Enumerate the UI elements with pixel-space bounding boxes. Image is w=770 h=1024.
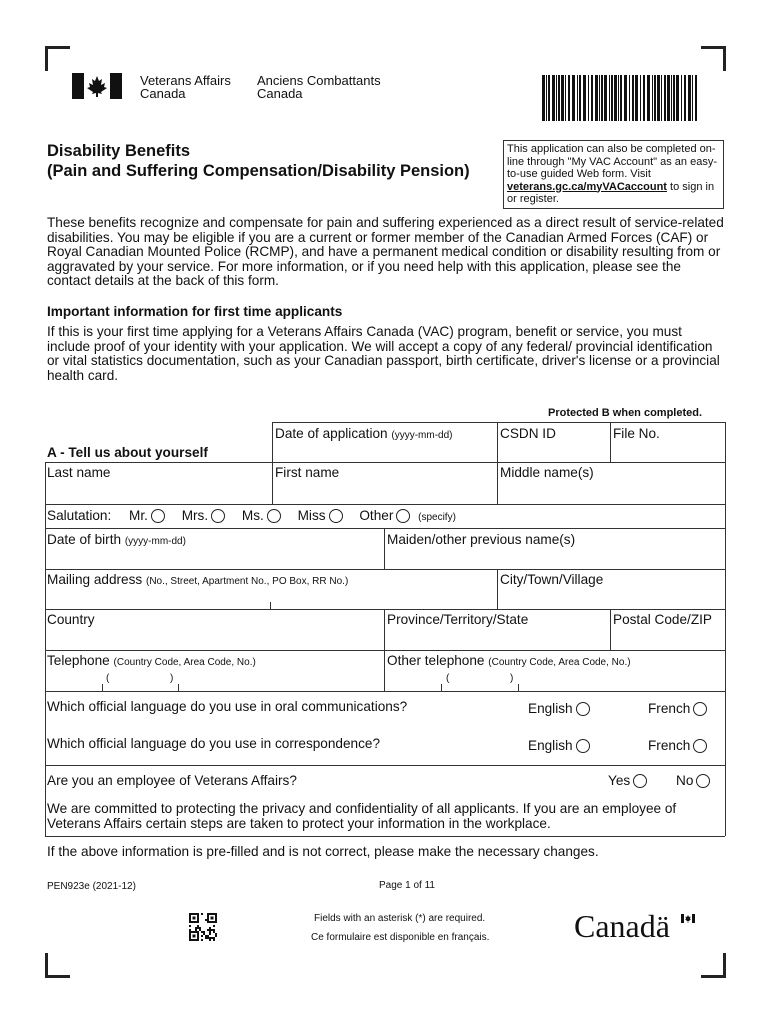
city-field[interactable]: City/Town/Village <box>500 572 604 587</box>
vac-account-link[interactable]: veterans.gc.ca/myVACaccount <box>507 180 667 193</box>
prefilled-note: If the above information is pre-filled and is not correct, please make the necessary changes. <box>47 844 599 859</box>
mrs-radio[interactable] <box>211 509 225 523</box>
important-heading: Important information for first time applicants <box>47 304 343 319</box>
canada-wordmark: Canadä <box>574 908 670 944</box>
other-tel-area-open-paren: ( <box>446 673 450 684</box>
tel-area-open-paren: ( <box>106 673 110 684</box>
oral-english-option[interactable]: English <box>528 701 590 717</box>
mailing-address-field[interactable]: Mailing address (No., Street, Apartment No., PO Box, RR No.) <box>47 572 349 587</box>
country-field[interactable]: Country <box>47 612 95 627</box>
page-number: Page 1 of 11 <box>379 880 435 891</box>
form-title: Disability Benefits (Pain and Suffering Compensation/Disability Pension) <box>47 142 470 180</box>
csdn-id-field[interactable]: CSDN ID <box>500 426 556 441</box>
corr-french-option[interactable]: French <box>648 738 707 754</box>
salutation-row: Salutation: Mr. Mrs. Ms. Miss Other (specify) <box>47 508 456 523</box>
employee-yes-radio[interactable] <box>633 774 647 788</box>
dept-name-en: Veterans Affairs Canada <box>140 73 231 101</box>
other-telephone-field[interactable]: Other telephone (Country Code, Area Code, No.) <box>387 653 631 668</box>
protected-b-label: Protected B when completed. <box>548 407 703 419</box>
important-paragraph: If this is your first time applying for a Veterans Affairs Canada (VAC) program, benefit or service, you must include proof of your identity with your application. We will accept a copy of any federal/ provincial identification or vital statistics documentation, such as your Canadian passport, birth certificate, driver's license or a provincial health card. <box>47 324 720 383</box>
dept-name-fr: Anciens Combattants Canada <box>257 73 381 101</box>
other-tel-area-close-paren: ) <box>510 673 514 684</box>
date-of-birth-field[interactable]: Date of birth (yyyy-mm-dd) <box>47 532 186 547</box>
required-note: Fields with an asterisk (*) are required. <box>314 913 486 924</box>
canada-flag-icon <box>72 73 122 99</box>
other-radio[interactable] <box>396 509 410 523</box>
employee-no-radio[interactable] <box>696 774 710 788</box>
crop-mark-top-right <box>701 46 726 71</box>
wordmark-flag-icon <box>681 914 695 923</box>
correspondence-language-question: Which official language do you use in correspondence? <box>47 736 381 751</box>
employee-question: Are you an employee of Veterans Affairs? <box>47 773 297 788</box>
corr-french-radio[interactable] <box>693 739 707 753</box>
ms-radio[interactable] <box>267 509 281 523</box>
oral-language-question: Which official language do you use in oral communications? <box>47 699 408 714</box>
last-name-field[interactable]: Last name <box>47 465 111 480</box>
tel-area-close-paren: ) <box>170 673 174 684</box>
oral-french-radio[interactable] <box>693 702 707 716</box>
employee-yes-option[interactable]: Yes <box>608 773 647 789</box>
crop-mark-bottom-left <box>45 953 70 978</box>
intro-paragraph: These benefits recognize and compensate for pain and suffering experienced as a direct result of service-related disabilities. You may be eligible if you are a current or former member of the Canadian Armed Forces (CAF) or Royal Canadian Mounted Police (RCMP), and have a permanent medical condition or disability resulting from or aggravated by your service. For more information, or if you need help with this application, please see the contact details at the back of this form. <box>47 215 724 289</box>
telephone-field[interactable]: Telephone (Country Code, Area Code, No.) <box>47 653 256 668</box>
online-notice-box: This application can also be completed on-line through "My VAC Account" as an easy-to-use guided Web form. Visit veterans.gc.ca/myVACaccount to sign in or register. <box>503 140 724 209</box>
crop-mark-top-left <box>45 46 70 71</box>
specify-hint: (specify) <box>418 512 456 523</box>
file-no-field[interactable]: File No. <box>613 426 660 441</box>
oral-english-radio[interactable] <box>576 702 590 716</box>
middle-names-field[interactable]: Middle name(s) <box>500 465 594 480</box>
barcode-icon <box>540 75 702 121</box>
corr-english-radio[interactable] <box>576 739 590 753</box>
postal-code-field[interactable]: Postal Code/ZIP <box>613 612 712 627</box>
province-field[interactable]: Province/Territory/State <box>387 612 529 627</box>
section-a-heading: A - Tell us about yourself <box>47 445 208 460</box>
mr-radio[interactable] <box>151 509 165 523</box>
first-name-field[interactable]: First name <box>275 465 340 480</box>
maiden-name-field[interactable]: Maiden/other previous name(s) <box>387 532 576 547</box>
miss-radio[interactable] <box>329 509 343 523</box>
french-availability-note: Ce formulaire est disponible en français. <box>311 932 490 943</box>
oral-french-option[interactable]: French <box>648 701 707 717</box>
salutation-label: Salutation: <box>47 508 112 523</box>
date-of-application-field[interactable]: Date of application (yyyy-mm-dd) <box>275 426 453 441</box>
privacy-statement: We are committed to protecting the privacy and confidentiality of all applicants. If you are an employee of Veterans Affairs certain steps are taken to protect your information in the workplace. <box>47 801 677 831</box>
qr-code-icon <box>189 913 217 941</box>
employee-no-option[interactable]: No <box>676 773 710 789</box>
corr-english-option[interactable]: English <box>528 738 590 754</box>
form-code: PEN923e (2021-12) <box>47 881 136 892</box>
crop-mark-bottom-right <box>701 953 726 978</box>
